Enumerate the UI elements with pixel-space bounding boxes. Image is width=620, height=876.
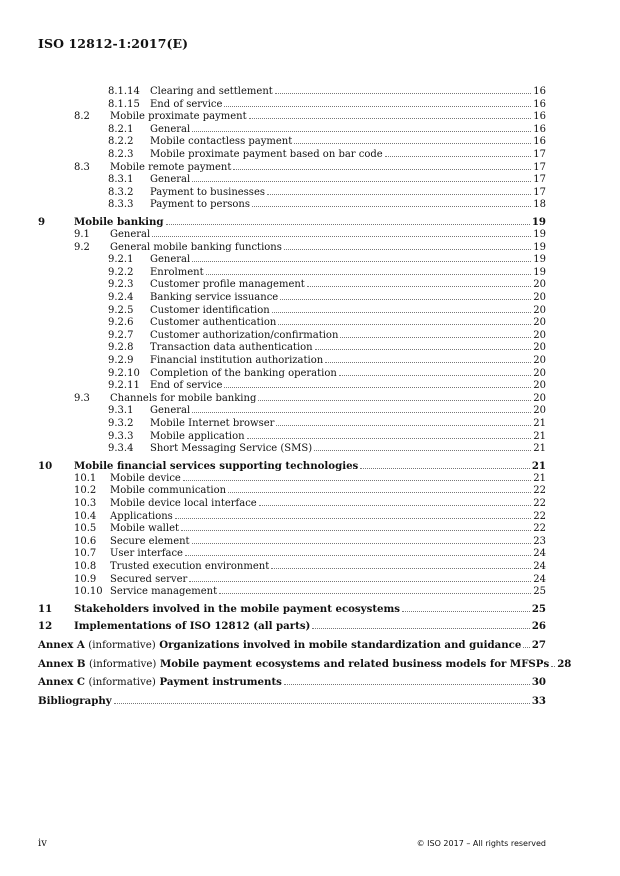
bibliography-entry[interactable] bbox=[0, 695, 620, 708]
toc-entry[interactable] bbox=[0, 99, 620, 112]
toc-entry-title: Payment to businesses bbox=[150, 186, 265, 198]
toc-entry-number: 8.2.2 bbox=[108, 136, 134, 148]
toc-entry[interactable] bbox=[0, 620, 620, 633]
annex-entry[interactable] bbox=[0, 639, 620, 652]
dot-leader bbox=[294, 143, 531, 144]
toc-entry-page: 24 bbox=[533, 560, 546, 572]
toc-entry-number: 8.3 bbox=[74, 161, 90, 173]
dot-leader bbox=[272, 312, 532, 313]
annex-entry[interactable] bbox=[0, 658, 620, 671]
toc-entry-number: 8.1.15 bbox=[108, 98, 140, 110]
toc-entry-page: 25 bbox=[533, 586, 546, 598]
toc-entry-page: 19 bbox=[531, 216, 546, 229]
toc-entry-page: 22 bbox=[533, 498, 546, 509]
toc-entry[interactable] bbox=[0, 561, 620, 574]
dot-leader bbox=[315, 349, 532, 350]
toc-entry[interactable] bbox=[0, 443, 620, 456]
toc-entry[interactable] bbox=[0, 498, 620, 511]
toc-entry-title: Applications bbox=[110, 510, 173, 522]
toc-entry-title: Mobile proximate payment bbox=[110, 111, 247, 123]
toc-entry-number: 10.3 bbox=[74, 498, 97, 509]
toc-entry-title: General bbox=[150, 174, 191, 186]
dot-leader bbox=[340, 337, 531, 338]
toc-entry-title: Mobile banking bbox=[74, 216, 164, 229]
dot-leader bbox=[271, 568, 531, 569]
toc-entry-title: Mobile wallet bbox=[110, 523, 180, 535]
toc-entry-page: 21 bbox=[533, 472, 546, 484]
toc-entry-page: 20 bbox=[533, 292, 546, 303]
annex-title: Payment instruments bbox=[159, 676, 282, 689]
toc-entry-number: 9.2.6 bbox=[108, 317, 134, 329]
annex-type: (informative) bbox=[88, 639, 156, 651]
toc-entry-title: Customer authentication bbox=[150, 317, 277, 329]
toc-entry-number: 8.1.14 bbox=[108, 86, 140, 97]
toc-entry-title: Mobile Internet browser bbox=[150, 417, 275, 429]
toc-entry-number: 10.8 bbox=[74, 560, 97, 572]
dot-leader bbox=[192, 181, 531, 182]
toc-entry-title: Mobile proximate payment based on bar code bbox=[150, 148, 383, 160]
dot-leader bbox=[189, 581, 531, 582]
toc-entry-number: 9.3.2 bbox=[108, 417, 134, 429]
toc-entry-number: 9.2.11 bbox=[108, 380, 140, 392]
toc-entry[interactable] bbox=[0, 574, 620, 587]
table-of-contents bbox=[0, 86, 620, 707]
toc-entry[interactable] bbox=[0, 523, 620, 536]
dot-leader bbox=[339, 375, 531, 376]
toc-entry-number: 9.2.3 bbox=[108, 279, 134, 291]
toc-entry[interactable] bbox=[0, 174, 620, 187]
toc-entry-title: Payment to persons bbox=[150, 199, 250, 211]
toc-entry-page: 20 bbox=[533, 329, 546, 341]
toc-entry-page: 16 bbox=[533, 111, 546, 123]
toc-entry-page: 16 bbox=[533, 136, 546, 148]
toc-entry-page: 19 bbox=[533, 266, 546, 278]
dot-leader bbox=[114, 703, 530, 704]
toc-entry-page: 22 bbox=[533, 510, 546, 522]
annex-label: Annex C bbox=[38, 676, 85, 689]
toc-entry-title: Secure element bbox=[110, 535, 190, 547]
toc-entry-number: 8.3.2 bbox=[108, 186, 134, 198]
toc-entry-title: Mobile device bbox=[110, 472, 181, 484]
dot-leader bbox=[152, 236, 531, 237]
toc-entry-number: 9.1 bbox=[74, 229, 90, 241]
toc-entry-title: Mobile remote payment bbox=[110, 161, 232, 173]
toc-entry-number: 10.4 bbox=[74, 510, 97, 522]
toc-entry-page: 21 bbox=[531, 460, 546, 473]
toc-entry-title: Mobile device local interface bbox=[110, 498, 257, 509]
dot-leader bbox=[192, 131, 531, 132]
toc-entry-number: 11 bbox=[38, 603, 53, 616]
toc-entry[interactable] bbox=[0, 136, 620, 149]
dot-leader bbox=[259, 505, 532, 506]
toc-entry-number: 8.2 bbox=[74, 111, 90, 123]
dot-leader bbox=[206, 274, 532, 275]
dot-leader bbox=[551, 666, 555, 667]
annex-entry[interactable] bbox=[0, 676, 620, 689]
toc-entry-page: 20 bbox=[533, 279, 546, 291]
annex-page: 28 bbox=[557, 657, 572, 670]
dot-leader bbox=[280, 299, 531, 300]
toc-entry-number: 8.3.3 bbox=[108, 199, 134, 211]
toc-entry-title: Mobile financial services supporting technologies bbox=[74, 460, 359, 473]
toc-entry-page: 23 bbox=[533, 535, 546, 547]
toc-entry[interactable] bbox=[0, 586, 620, 599]
toc-entry-number: 9.3 bbox=[74, 392, 90, 404]
toc-entry-number: 8.2.1 bbox=[108, 123, 134, 135]
toc-entry-title: Completion of the banking operation bbox=[150, 367, 337, 379]
toc-entry-title: General bbox=[150, 254, 191, 266]
toc-entry-title: Financial institution authorization bbox=[150, 354, 324, 366]
toc-entry-page: 17 bbox=[533, 148, 546, 160]
toc-entry-number: 10.9 bbox=[74, 573, 97, 585]
toc-entry-number: 9.2 bbox=[74, 241, 90, 253]
toc-entry-number: 10.1 bbox=[74, 472, 97, 484]
toc-entry[interactable] bbox=[0, 111, 620, 124]
toc-entry-page: 17 bbox=[533, 174, 546, 186]
dot-leader bbox=[233, 169, 531, 170]
toc-entry-number: 8.3.1 bbox=[108, 174, 134, 186]
page-number: iv bbox=[38, 838, 47, 849]
toc-entry-page: 22 bbox=[533, 523, 546, 535]
toc-entry-number: 9.3.1 bbox=[108, 405, 134, 417]
toc-entry-title: General bbox=[150, 405, 191, 417]
dot-leader bbox=[314, 450, 531, 451]
annex-page: 27 bbox=[531, 638, 546, 651]
dot-leader bbox=[183, 480, 531, 481]
toc-entry-page: 24 bbox=[533, 573, 546, 585]
dot-leader bbox=[185, 555, 531, 556]
toc-entry[interactable] bbox=[0, 162, 620, 175]
toc-entry[interactable] bbox=[0, 187, 620, 200]
toc-entry-title: Customer authorization/confirmation bbox=[150, 329, 339, 341]
toc-entry-number: 9.2.5 bbox=[108, 304, 134, 316]
toc-entry-page: 26 bbox=[531, 620, 546, 633]
toc-entry[interactable] bbox=[0, 229, 620, 242]
toc-entry-title: Mobile application bbox=[150, 430, 245, 442]
dot-leader bbox=[276, 425, 531, 426]
toc-entry-title: Short Messaging Service (SMS) bbox=[150, 443, 313, 455]
dot-leader bbox=[284, 249, 531, 250]
toc-entry-page: 19 bbox=[533, 254, 546, 266]
dot-leader bbox=[523, 647, 530, 648]
toc-entry[interactable] bbox=[0, 199, 620, 212]
toc-entry-number: 10.7 bbox=[74, 548, 97, 560]
toc-entry[interactable] bbox=[0, 393, 620, 406]
toc-entry-page: 20 bbox=[533, 367, 546, 379]
toc-entry[interactable] bbox=[0, 473, 620, 486]
toc-entry-page: 17 bbox=[533, 186, 546, 198]
dot-leader bbox=[181, 530, 531, 531]
toc-entry-number: 9 bbox=[38, 216, 46, 229]
toc-entry[interactable] bbox=[0, 242, 620, 255]
toc-entry-number: 10 bbox=[38, 460, 53, 473]
toc-entry[interactable] bbox=[0, 330, 620, 343]
toc-entry-title: Enrolment bbox=[150, 266, 204, 278]
toc-entry-title: End of service bbox=[150, 98, 223, 110]
toc-entry-page: 21 bbox=[533, 417, 546, 429]
toc-entry[interactable] bbox=[0, 216, 620, 229]
toc-entry-number: 9.3.4 bbox=[108, 443, 134, 455]
dot-leader bbox=[247, 438, 532, 439]
toc-entry-page: 17 bbox=[533, 161, 546, 173]
toc-entry[interactable] bbox=[0, 124, 620, 137]
dot-leader bbox=[166, 224, 530, 225]
toc-entry-title: Mobile communication bbox=[110, 485, 227, 497]
toc-entry-page: 20 bbox=[533, 342, 546, 354]
toc-entry-number: 10.6 bbox=[74, 535, 97, 547]
toc-entry[interactable] bbox=[0, 292, 620, 305]
toc-entry[interactable] bbox=[0, 317, 620, 330]
document-header-title: ISO 12812-1:2017(E) bbox=[38, 36, 189, 51]
toc-entry-page: 24 bbox=[533, 548, 546, 560]
toc-entry-title: General bbox=[110, 229, 151, 241]
toc-entry-number: 12 bbox=[38, 620, 53, 633]
dot-leader bbox=[219, 593, 531, 594]
dot-leader bbox=[385, 156, 532, 157]
toc-entry-number: 9.2.8 bbox=[108, 342, 134, 354]
toc-entry-title: Implementations of ISO 12812 (all parts) bbox=[74, 620, 311, 633]
toc-entry[interactable] bbox=[0, 460, 620, 473]
dot-leader bbox=[224, 106, 531, 107]
toc-entry[interactable] bbox=[0, 511, 620, 524]
toc-entry-title: End of service bbox=[150, 380, 223, 392]
annex-title: Organizations involved in mobile standardization and guidance bbox=[159, 638, 522, 651]
toc-entry-page: 19 bbox=[533, 229, 546, 241]
toc-entry-number: 9.2.10 bbox=[108, 367, 140, 379]
toc-entry-page: 20 bbox=[533, 380, 546, 392]
copyright-notice: © ISO 2017 – All rights reserved bbox=[416, 839, 546, 848]
toc-entry-number: 9.2.1 bbox=[108, 254, 134, 266]
toc-entry[interactable] bbox=[0, 342, 620, 355]
toc-entry-number: 10.5 bbox=[74, 523, 97, 535]
toc-entry-page: 16 bbox=[533, 98, 546, 110]
toc-entry[interactable] bbox=[0, 603, 620, 616]
toc-entry[interactable] bbox=[0, 536, 620, 549]
toc-entry[interactable] bbox=[0, 368, 620, 381]
dot-leader bbox=[307, 286, 531, 287]
toc-entry-page: 16 bbox=[533, 123, 546, 135]
toc-entry[interactable] bbox=[0, 485, 620, 498]
toc-entry-page: 20 bbox=[533, 317, 546, 329]
toc-entry[interactable] bbox=[0, 355, 620, 368]
dot-leader bbox=[275, 93, 531, 94]
toc-entry-title: Mobile contactless payment bbox=[150, 136, 293, 148]
toc-entry[interactable] bbox=[0, 418, 620, 431]
dot-leader bbox=[258, 400, 531, 401]
toc-entry-page: 19 bbox=[533, 241, 546, 253]
toc-entry-number: 9.2.2 bbox=[108, 266, 134, 278]
toc-entry-number: 9.2.4 bbox=[108, 292, 134, 303]
dot-leader bbox=[278, 324, 531, 325]
toc-entry[interactable] bbox=[0, 279, 620, 292]
bibliography-title: Bibliography bbox=[38, 694, 112, 707]
toc-entry-page: 22 bbox=[533, 485, 546, 497]
toc-entry-page: 21 bbox=[533, 443, 546, 455]
annex-title: Mobile payment ecosystems and related business models for MFSPs bbox=[159, 657, 550, 670]
toc-entry-title: User interface bbox=[110, 548, 183, 560]
annex-page: 30 bbox=[531, 676, 546, 689]
dot-leader bbox=[267, 194, 531, 195]
dot-leader bbox=[402, 611, 530, 612]
toc-entry-number: 9.2.9 bbox=[108, 354, 134, 366]
toc-entry[interactable] bbox=[0, 548, 620, 561]
dot-leader bbox=[192, 261, 531, 262]
toc-entry[interactable] bbox=[0, 405, 620, 418]
toc-entry-page: 20 bbox=[533, 304, 546, 316]
dot-leader bbox=[175, 518, 531, 519]
annex-type: (informative) bbox=[88, 658, 157, 670]
dot-leader bbox=[252, 206, 531, 207]
toc-entry-title: Stakeholders involved in the mobile payment ecosystems bbox=[74, 603, 401, 616]
toc-entry-number: 9.2.7 bbox=[108, 329, 134, 341]
toc-entry-title: Customer profile management bbox=[150, 279, 305, 291]
annex-label: Annex A bbox=[38, 638, 85, 651]
toc-entry-number: 9.3.3 bbox=[108, 430, 134, 442]
dot-leader bbox=[284, 684, 530, 685]
annex-type: (informative) bbox=[88, 677, 156, 689]
dot-leader bbox=[325, 362, 531, 363]
dot-leader bbox=[312, 628, 529, 629]
toc-entry-title: Secured server bbox=[110, 573, 188, 585]
toc-entry[interactable] bbox=[0, 254, 620, 267]
annex-label: Annex B bbox=[38, 657, 86, 670]
toc-entry-page: 20 bbox=[533, 405, 546, 417]
toc-entry-title: General bbox=[150, 123, 191, 135]
toc-entry-title: Channels for mobile banking bbox=[110, 392, 257, 404]
dot-leader bbox=[249, 118, 532, 119]
toc-entry-title: Banking service issuance bbox=[150, 292, 279, 303]
toc-entry-number: 10.10 bbox=[74, 586, 103, 598]
toc-entry-title: General mobile banking functions bbox=[110, 241, 282, 253]
dot-leader bbox=[192, 543, 532, 544]
toc-entry[interactable] bbox=[0, 86, 620, 99]
toc-entry-number: 8.2.3 bbox=[108, 148, 134, 160]
toc-entry-title: Service management bbox=[110, 586, 218, 598]
toc-entry-page: 20 bbox=[533, 392, 546, 404]
dot-leader bbox=[192, 412, 531, 413]
toc-entry[interactable] bbox=[0, 380, 620, 393]
dot-leader bbox=[224, 387, 531, 388]
toc-entry-title: Clearing and settlement bbox=[150, 86, 273, 97]
toc-entry-page: 21 bbox=[533, 430, 546, 442]
toc-entry-title: Trusted execution environment bbox=[110, 560, 270, 572]
toc-entry-page: 25 bbox=[531, 603, 546, 616]
toc-entry[interactable] bbox=[0, 267, 620, 280]
toc-entry-page: 20 bbox=[533, 354, 546, 366]
toc-entry[interactable] bbox=[0, 305, 620, 318]
toc-entry[interactable] bbox=[0, 431, 620, 444]
toc-entry-page: 16 bbox=[533, 86, 546, 97]
bibliography-page: 33 bbox=[531, 694, 546, 707]
dot-leader bbox=[360, 468, 530, 469]
dot-leader bbox=[228, 492, 531, 493]
toc-entry-title: Customer identification bbox=[150, 304, 270, 316]
toc-entry-page: 18 bbox=[533, 199, 546, 211]
toc-entry-title: Transaction data authentication bbox=[150, 342, 313, 354]
toc-entry[interactable] bbox=[0, 149, 620, 162]
toc-entry-number: 10.2 bbox=[74, 485, 97, 497]
